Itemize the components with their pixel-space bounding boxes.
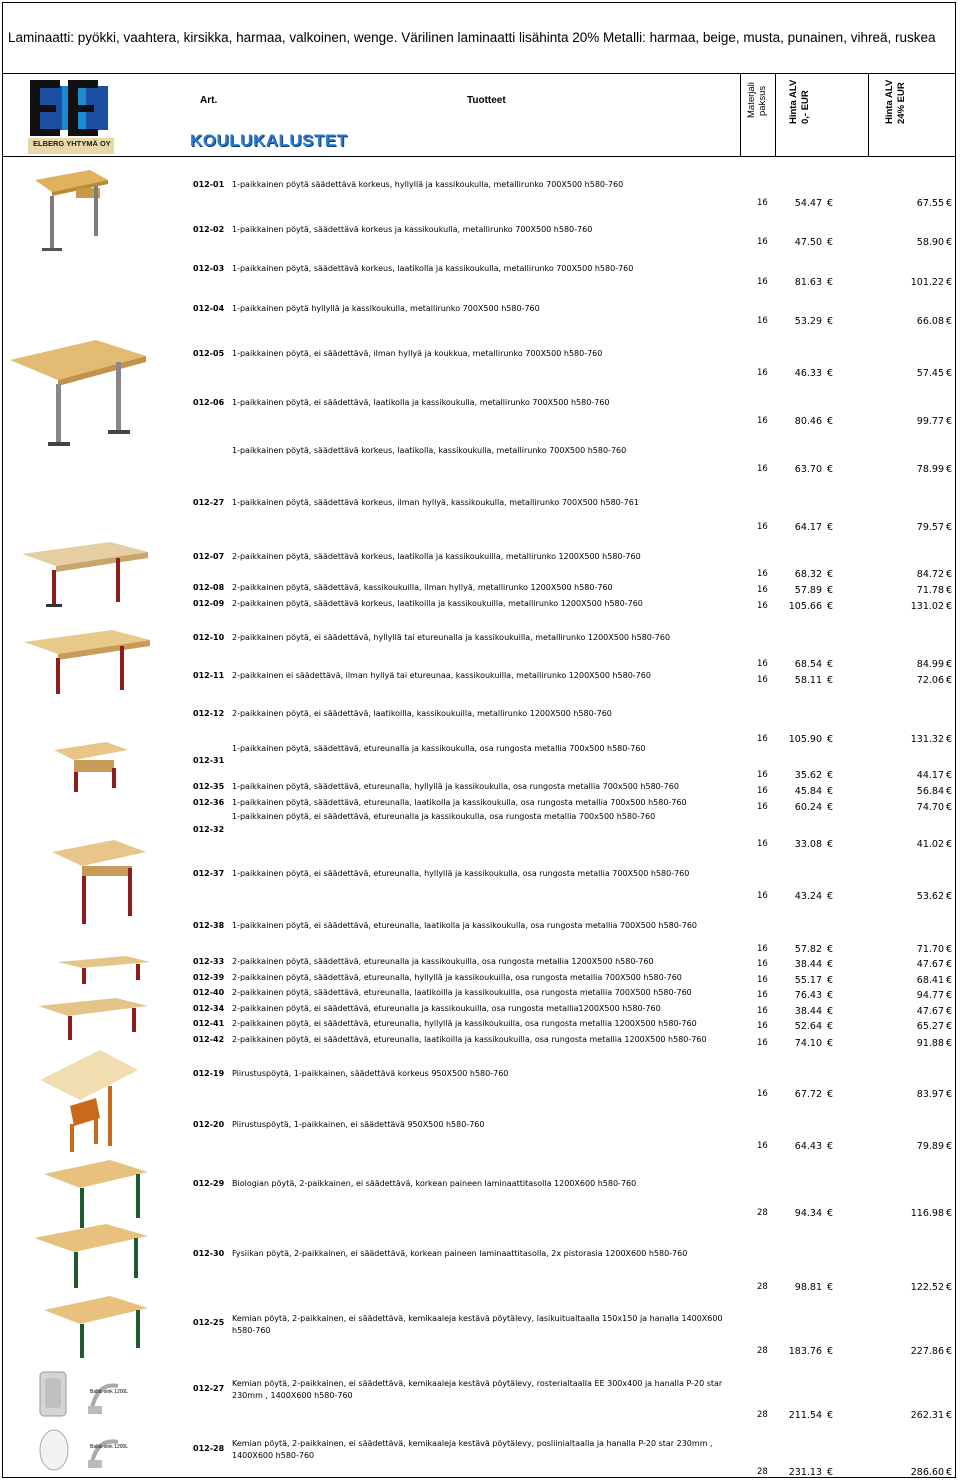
product-description: Piirustuspöytä, 1-paikkainen, säädettävä korkeus 950X500 h580-760: [232, 1069, 509, 1078]
euro-symbol: €: [946, 734, 953, 745]
price-net: 80.46: [794, 416, 822, 427]
euro-symbol: €: [946, 1038, 953, 1049]
price-net: 57.82: [794, 944, 822, 955]
price-net: 98.81: [794, 1282, 822, 1293]
article-number: 012-09: [193, 599, 225, 608]
price-net: 47.50: [794, 237, 822, 248]
price-net: 38.44: [794, 1006, 822, 1017]
product-description: 1-paikkainen pöytä, säädettävä, etureunalla, hyllyllä ja kassikoukulla, osa rungosta metallia 700x500 h580-760: [232, 782, 679, 791]
article-number: 012-05: [193, 349, 225, 358]
euro-symbol: €: [827, 990, 834, 1001]
price-net: 94.34: [794, 1208, 822, 1219]
price-net: 67.72: [794, 1089, 822, 1100]
price-vat: 83.97: [916, 1089, 944, 1100]
euro-symbol: €: [827, 770, 834, 781]
article-number: 012-42: [193, 1035, 225, 1044]
desk-double-thumbnail: [56, 954, 152, 986]
euro-symbol: €: [946, 316, 953, 327]
article-number: 012-01: [193, 180, 225, 189]
desk-single-thumbnail: [8, 338, 148, 456]
price-net: 74.10: [794, 1038, 822, 1049]
euro-symbol: €: [946, 1467, 953, 1478]
product-description: 1-paikkainen pöytä, säädettävä, etureunalla ja kassikoukulla, osa rungosta metallia 700x500 h580-760: [232, 744, 646, 753]
euro-symbol: €: [946, 770, 953, 781]
euro-symbol: €: [827, 585, 834, 596]
column-header-price-net-1: Hinta ALV: [788, 79, 799, 124]
product-description: 1-paikkainen pöytä, säädettävä korkeus, laatikolla ja kassikoukulla, metallirunko 700X500 h580-760: [232, 264, 634, 273]
euro-symbol: €: [827, 1141, 834, 1152]
material-thickness: 16: [757, 802, 768, 812]
price-vat: 66.08: [916, 316, 944, 327]
price-vat: 53.62: [916, 891, 944, 902]
price-vat: 262.31: [910, 1410, 944, 1421]
logo-text: ELBERG YHTYMÄ OY: [33, 139, 111, 148]
price-net: 38.44: [794, 959, 822, 970]
article-number: 012-36: [193, 798, 225, 807]
product-description: 1-paikkainen pöytä, ei säädettävä, etureunalla, hyllyllä ja kassikoukulla, osa rungosta metallia 700X500 h580-760: [232, 869, 690, 878]
column-header-products: Tuotteet: [467, 95, 506, 106]
euro-symbol: €: [946, 944, 953, 955]
price-vat: 68.41: [916, 975, 944, 986]
article-number: 012-37: [193, 869, 225, 878]
euro-symbol: €: [827, 1410, 834, 1421]
euro-symbol: €: [946, 891, 953, 902]
material-thickness: 16: [757, 675, 768, 685]
price-net: 76.43: [794, 990, 822, 1001]
euro-symbol: €: [827, 522, 834, 533]
price-vat: 131.32: [910, 734, 944, 745]
article-number: 012-02: [193, 225, 225, 234]
material-thickness: 16: [757, 1089, 768, 1099]
price-vat: 47.67: [916, 959, 944, 970]
product-description: 2-paikkainen ei säädettävä, ilman hyllyä tai etureunaa, kassikoukuilla, metallirunko 1200X500 h580-760: [232, 671, 651, 680]
sink-label: Baltic-sink 1200L: [90, 1444, 129, 1450]
price-vat: 84.72: [916, 569, 944, 580]
euro-symbol: €: [946, 990, 953, 1001]
euro-symbol: €: [827, 675, 834, 686]
euro-symbol: €: [946, 198, 953, 209]
material-thickness: 16: [757, 198, 768, 208]
material-thickness: 16: [757, 734, 768, 744]
article-number: 012-19: [193, 1069, 225, 1078]
price-vat: 78.99: [916, 464, 944, 475]
price-net: 45.84: [794, 786, 822, 797]
product-description: 1-paikkainen pöytä, säädettävä korkeus, ilman hyllyä, kassikoukulla, metallirunko 700X500 h580-761: [232, 498, 639, 507]
euro-symbol: €: [946, 959, 953, 970]
product-description: 1-paikkainen pöytä säädettävä korkeus, hyllyllä ja kassikoukulla, metallirunko 700X500 h580-760: [232, 180, 624, 189]
article-number: 012-12: [193, 709, 225, 718]
product-description: 2-paikkainen pöytä, säädettävä, etureunalla, laatikoilla ja kassikoukuilla, osa rungosta metallia 700X500 h580-760: [232, 988, 692, 997]
euro-symbol: €: [827, 416, 834, 427]
euro-symbol: €: [827, 959, 834, 970]
price-vat: 74.70: [916, 802, 944, 813]
product-description: 1-paikkainen pöytä, säädettävä korkeus ja kassikoukulla, metallirunko 700X500 h580-760: [232, 225, 593, 234]
price-vat: 131.02: [910, 601, 944, 612]
price-vat: 99.77: [916, 416, 944, 427]
euro-symbol: €: [827, 975, 834, 986]
price-vat: 44.17: [916, 770, 944, 781]
column-header-art: Art.: [200, 95, 218, 106]
euro-symbol: €: [827, 601, 834, 612]
article-number: 012-39: [193, 973, 225, 982]
product-description: 1-paikkainen pöytä, ei säädettävä, laatikolla ja kassikoukulla, metallirunko 700X500 h580-760: [232, 398, 610, 407]
euro-symbol: €: [946, 786, 953, 797]
euro-symbol: €: [946, 1141, 953, 1152]
euro-symbol: €: [946, 1021, 953, 1032]
price-net: 60.24: [794, 802, 822, 813]
price-vat: 94.77: [916, 990, 944, 1001]
price-net: 57.89: [794, 585, 822, 596]
price-net: 68.32: [794, 569, 822, 580]
euro-symbol: €: [946, 416, 953, 427]
column-header-price-net-2: 0,- EUR: [800, 90, 811, 124]
euro-symbol: €: [946, 802, 953, 813]
section-title: KOULUKALUSTET: [190, 131, 348, 150]
article-number: 012-30: [193, 1249, 225, 1258]
product-description: 2-paikkainen pöytä, säädettävä korkeus, laatikolla ja kassikoukuilla, metallirunko 1200X500 h580-760: [232, 552, 641, 561]
price-net: 58.11: [794, 675, 822, 686]
physics-table-thumbnail: [30, 1222, 150, 1290]
material-thickness: 16: [757, 1038, 768, 1048]
article-number: 012-34: [193, 1004, 225, 1013]
product-description: 1-paikkainen pöytä, ei säädettävä, etureunalla, laatikolla ja kassikoukulla, osa rungosta metallia 700X500 h580-760: [232, 921, 697, 930]
euro-symbol: €: [946, 839, 953, 850]
material-thickness: 16: [757, 944, 768, 954]
product-description: Kemian pöytä, 2-paikkainen, ei säädettävä, kemikaaleja kestävä pöytälevy, rosterialtaalla EE 300x400 ja hanalla P-20 star 230mm , 1400X600 h580-760: [232, 1379, 723, 1400]
desk-single-thumbnail: [50, 740, 130, 794]
material-thickness: 16: [757, 416, 768, 426]
article-number: 012-35: [193, 782, 225, 791]
material-thickness: 16: [757, 569, 768, 579]
material-thickness: 16: [757, 959, 768, 969]
product-description: 2-paikkainen pöytä, ei säädettävä, etureunalla ja kassikoukuilla, osa rungosta metallia1200X500 h580-760: [232, 1004, 661, 1013]
product-description: 2-paikkainen pöytä, ei säädettävä, etureunalla, hyllyllä ja kassikoukuilla, osa rungosta metallia 1200X500 h580-760: [232, 1019, 697, 1028]
article-number: 012-20: [193, 1120, 225, 1129]
euro-symbol: €: [946, 464, 953, 475]
article-number: 012-29: [193, 1179, 225, 1188]
price-vat: 91.88: [916, 1038, 944, 1049]
euro-symbol: €: [946, 1208, 953, 1219]
product-description: 1-paikkainen pöytä hyllyllä ja kassikoukulla, metallirunko 700X500 h580-760: [232, 304, 540, 313]
euro-symbol: €: [827, 198, 834, 209]
price-vat: 71.70: [916, 944, 944, 955]
price-net: 211.54: [788, 1410, 822, 1421]
banner: [2, 2, 956, 74]
material-thickness: 28: [757, 1208, 768, 1218]
price-net: 52.64: [794, 1021, 822, 1032]
price-vat: 116.98: [910, 1208, 944, 1219]
price-vat: 71.78: [916, 585, 944, 596]
chemistry-table-thumbnail: [40, 1294, 150, 1360]
material-thickness: 16: [757, 1021, 768, 1031]
euro-symbol: €: [827, 1021, 834, 1032]
product-description: 2-paikkainen pöytä, säädettävä, kassikoukuilla, ilman hyllyä, metallirunko 1200X500 h580-760: [232, 583, 613, 592]
material-thickness: 16: [757, 975, 768, 985]
price-net: 81.63: [794, 277, 822, 288]
article-number: 012-27: [193, 1384, 225, 1393]
euro-symbol: €: [946, 659, 953, 670]
material-thickness: 16: [757, 368, 768, 378]
material-thickness: 16: [757, 839, 768, 849]
product-description: 2-paikkainen pöytä, säädettävä, etureunalla ja kassikoukuilla, osa rungosta metallia 1200X500 h580-760: [232, 957, 654, 966]
euro-symbol: €: [827, 786, 834, 797]
material-thickness: 16: [757, 1141, 768, 1151]
material-thickness: 28: [757, 1410, 768, 1420]
product-description: 2-paikkainen pöytä, säädettävä korkeus, laatikoilla ja kassikoukuilla, metallirunko 1200X500 h580-760: [232, 599, 643, 608]
price-vat: 65.27: [916, 1021, 944, 1032]
material-thickness: 16: [757, 585, 768, 595]
product-description: 2-paikkainen pöytä, ei säädettävä, laatikoilla, kassikoukuilla, metallirunko 1200X500 h580-760: [232, 709, 612, 718]
article-number: 012-40: [193, 988, 225, 997]
euro-symbol: €: [827, 569, 834, 580]
price-net: 64.43: [794, 1141, 822, 1152]
product-description: Biologian pöytä, 2-paikkainen, ei säädettävä, korkean paineen laminaattitasolla 1200X600 h580-760: [232, 1179, 637, 1188]
article-number: 012-06: [193, 398, 225, 407]
euro-symbol: €: [946, 368, 953, 379]
article-number: 012-07: [193, 552, 225, 561]
price-net: 53.29: [794, 316, 822, 327]
euro-symbol: €: [827, 1467, 834, 1478]
price-net: 63.70: [794, 464, 822, 475]
price-net: 35.62: [794, 770, 822, 781]
price-net: 231.13: [788, 1467, 822, 1478]
price-vat: 72.06: [916, 675, 944, 686]
price-vat: 41.02: [916, 839, 944, 850]
price-vat: 57.45: [916, 368, 944, 379]
article-number: 012-10: [193, 633, 225, 642]
product-description: 1-paikkainen pöytä, säädettävä korkeus, laatikolla, kassikoukulla, metallirunko 700X500 h580-760: [232, 446, 627, 455]
article-number: 012-25: [193, 1318, 225, 1327]
product-description: Kemian pöytä, 2-paikkainen, ei säädettävä, kemikaaleja kestävä pöytälevy, lasikuitualtaalla 150x150 ja hanalla 1400X600 h580-760: [232, 1314, 723, 1335]
euro-symbol: €: [946, 1346, 953, 1357]
euro-symbol: €: [827, 277, 834, 288]
price-net: 46.33: [794, 368, 822, 379]
euro-symbol: €: [827, 1282, 834, 1293]
material-thickness: 16: [757, 659, 768, 669]
price-vat: 101.22: [910, 277, 944, 288]
euro-symbol: €: [827, 1208, 834, 1219]
euro-symbol: €: [946, 522, 953, 533]
article-number: 012-11: [193, 671, 225, 680]
article-number: 012-38: [193, 921, 225, 930]
price-vat: 227.86: [910, 1346, 944, 1357]
material-thickness: 16: [757, 277, 768, 287]
euro-symbol: €: [827, 802, 834, 813]
drawing-desk-thumbnail: [30, 1046, 140, 1154]
euro-symbol: €: [946, 601, 953, 612]
header-divider: [740, 74, 741, 157]
desk-double-thumbnail: [36, 996, 150, 1042]
product-description: 1-paikkainen pöytä, säädettävä, etureunalla, laatikolla ja kassikoukulla, osa rungosta metallia 700x500 h580-760: [232, 798, 687, 807]
euro-symbol: €: [946, 1006, 953, 1017]
price-vat: 56.84: [916, 786, 944, 797]
article-number: 012-28: [193, 1444, 225, 1453]
product-description: 2-paikkainen pöytä, ei säädettävä, etureunalla, laatikoilla ja kassikoukuilla, osa rungosta metallia 1200X500 h580-760: [232, 1035, 707, 1044]
material-thickness: 16: [757, 891, 768, 901]
product-description: 1-paikkainen pöytä, ei säädettävä, etureunalla ja kassikoukulla, osa rungosta metallia 700x500 h580-760: [232, 812, 656, 821]
column-header-thickness: paksus: [757, 85, 768, 116]
price-vat: 47.67: [916, 1006, 944, 1017]
euro-symbol: €: [827, 734, 834, 745]
material-thickness: 16: [757, 464, 768, 474]
product-description: Fysiikan pöytä, 2-paikkainen, ei säädettävä, korkean paineen laminaattitasolla, 2x pistorasia 1200X600 h580-760: [232, 1249, 688, 1258]
biology-table-thumbnail: [40, 1158, 150, 1230]
column-header-price-vat-1: Hinta ALV: [884, 79, 895, 124]
price-vat: 67.55: [916, 198, 944, 209]
material-thickness: 16: [757, 316, 768, 326]
article-number: 012-27: [193, 498, 225, 507]
price-vat: 58.90: [916, 237, 944, 248]
desk-double-thumbnail: [22, 628, 152, 700]
euro-symbol: €: [946, 237, 953, 248]
price-vat: 79.57: [916, 522, 944, 533]
euro-symbol: €: [827, 464, 834, 475]
material-thickness: 16: [757, 990, 768, 1000]
article-number: 012-33: [193, 957, 225, 966]
price-net: 105.90: [788, 734, 822, 745]
header-divider: [775, 74, 776, 157]
price-net: 105.66: [788, 601, 822, 612]
euro-symbol: €: [827, 839, 834, 850]
material-thickness: 16: [757, 601, 768, 611]
euro-symbol: €: [827, 237, 834, 248]
article-number: 012-32: [193, 825, 225, 834]
material-thickness: 16: [757, 1006, 768, 1016]
price-vat: 122.52: [910, 1282, 944, 1293]
price-net: 43.24: [794, 891, 822, 902]
price-vat: 84.99: [916, 659, 944, 670]
euro-symbol: €: [946, 585, 953, 596]
article-number: 012-31: [193, 756, 225, 765]
price-vat: 79.89: [916, 1141, 944, 1152]
table-header: [2, 74, 956, 157]
euro-symbol: €: [827, 1038, 834, 1049]
desk-double-thumbnail: [20, 540, 150, 612]
price-net: 64.17: [794, 522, 822, 533]
material-thickness: 28: [757, 1282, 768, 1292]
product-description: 2-paikkainen pöytä, säädettävä, etureunalla, hyllyllä ja kassikoukuilla, osa rungosta metallia 700X500 h580-760: [232, 973, 682, 982]
price-net: 33.08: [794, 839, 822, 850]
article-number: 012-03: [193, 264, 225, 273]
product-description: 1-paikkainen pöytä, ei säädettävä, ilman hyllyä ja koukkua, metallirunko 700X500 h580-760: [232, 349, 603, 358]
euro-symbol: €: [946, 675, 953, 686]
euro-symbol: €: [827, 368, 834, 379]
column-header-price-vat-2: 24% EUR: [896, 82, 907, 124]
material-thickness: 16: [757, 770, 768, 780]
material-thickness: 16: [757, 786, 768, 796]
sink-label: Baltic-sink 1200L: [90, 1389, 129, 1395]
euro-symbol: €: [827, 316, 834, 327]
article-number: 012-41: [193, 1019, 225, 1028]
euro-symbol: €: [827, 1006, 834, 1017]
euro-symbol: €: [827, 1346, 834, 1357]
header-divider: [868, 74, 869, 157]
desk-single-thumbnail: [30, 162, 110, 258]
desk-single-thumbnail: [48, 838, 148, 928]
euro-symbol: €: [946, 1410, 953, 1421]
euro-symbol: €: [946, 569, 953, 580]
material-thickness: 28: [757, 1467, 768, 1477]
article-number: 012-04: [193, 304, 225, 313]
euro-symbol: €: [827, 891, 834, 902]
banner-text: Laminaatti: pyökki, vaahtera, kirsikka, harmaa, valkoinen, wenge. Värilinen laminaatti lisähinta 20% Metalli: harmaa, beige, musta, punainen, vihreä, ruskea: [8, 30, 936, 45]
column-header-material: Materjali: [746, 82, 757, 118]
product-description: 2-paikkainen pöytä, ei säädettävä, hyllyllä tai etureunalla ja kassikoukuilla, metallirunko 1200X500 h580-760: [232, 633, 671, 642]
price-net: 54.47: [794, 198, 822, 209]
euro-symbol: €: [827, 944, 834, 955]
price-net: 68.54: [794, 659, 822, 670]
article-number: 012-08: [193, 583, 225, 592]
material-thickness: 28: [757, 1346, 768, 1356]
euro-symbol: €: [946, 1089, 953, 1100]
euro-symbol: €: [827, 1089, 834, 1100]
euro-symbol: €: [946, 975, 953, 986]
price-vat: 286.60: [910, 1467, 944, 1478]
euro-symbol: €: [946, 1282, 953, 1293]
product-description: Kemian pöytä, 2-paikkainen, ei säädettävä, kemikaaleja kestävä pöytälevy, posliinialtaalla ja hanalla P-20 star 230mm , 1400X600 h580-760: [232, 1439, 713, 1460]
euro-symbol: €: [946, 277, 953, 288]
material-thickness: 16: [757, 237, 768, 247]
material-thickness: 16: [757, 522, 768, 532]
euro-symbol: €: [827, 659, 834, 670]
price-net: 55.17: [794, 975, 822, 986]
price-net: 183.76: [788, 1346, 822, 1357]
product-description: Piirustuspöytä, 1-paikkainen, ei säädettävä 950X500 h580-760: [232, 1120, 485, 1129]
